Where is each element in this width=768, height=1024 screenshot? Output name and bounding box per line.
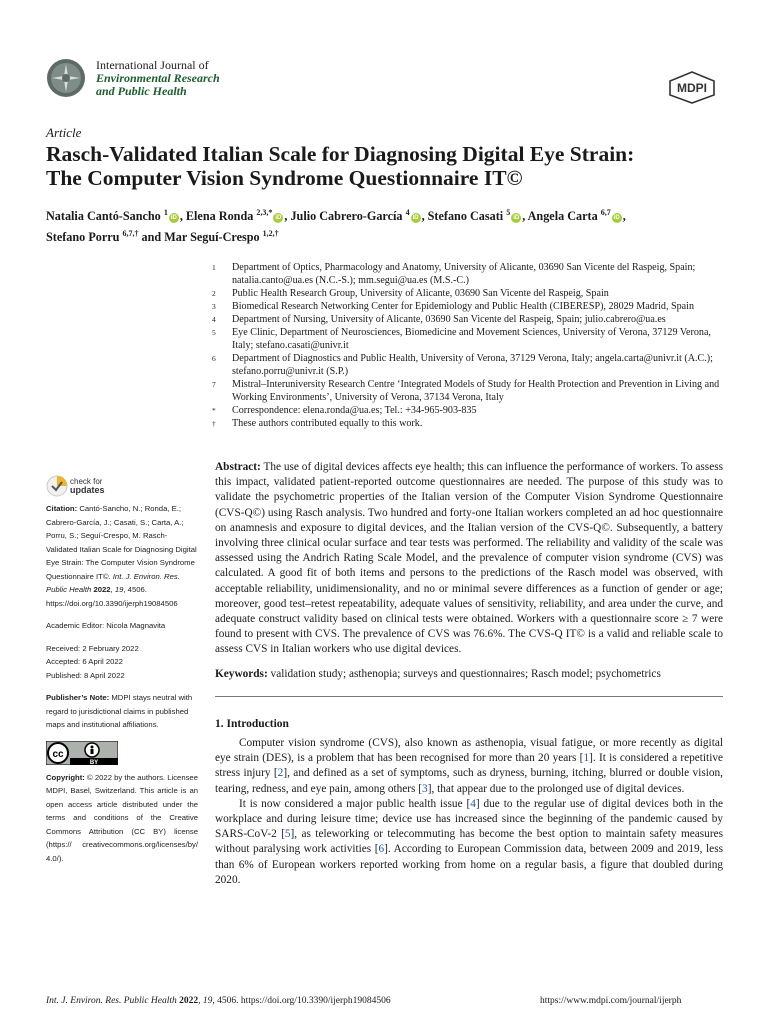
footer-volume: 19	[202, 996, 213, 1006]
title-line-2: The Computer Vision Syndrome Questionnaire IT©	[46, 166, 523, 190]
publisher-note-label: Publisher’s Note:	[46, 693, 110, 702]
orcid-icon[interactable]: iD	[275, 215, 282, 222]
orcid-icon[interactable]: iD	[170, 215, 177, 222]
citation-journal: Int. J. Environ. Res. Public Health	[46, 571, 180, 594]
received-date: Received: 2 February 2022	[46, 643, 139, 653]
footer-doi[interactable]: , 4506. https://doi.org/10.3390/ijerph19084506	[212, 996, 391, 1006]
affiliation-text: Biomedical Research Networking Center for Epidemiology and Public Health (CIBERESP), 28029 Madrid, Spain	[232, 301, 694, 312]
affiliation-marker: *	[212, 406, 216, 415]
journal-name-line3: and Public Health	[96, 84, 187, 98]
author-name: Angela Carta	[527, 209, 598, 224]
affiliation-text: These authors contributed equally to this work.	[232, 418, 423, 429]
affiliation-marker: †	[212, 419, 216, 428]
author-affiliation-marker: 5	[506, 208, 511, 217]
citation-rest[interactable]: , 4506. https://doi.org/10.3390/ijerph19084506	[46, 585, 178, 608]
copyright	[46, 771, 198, 866]
page-title	[46, 142, 736, 190]
footer-journal: Int. J. Environ. Res. Public Health	[46, 996, 177, 1006]
author	[186, 209, 284, 223]
section-heading-introduction: 1. Introduction	[215, 717, 289, 730]
keywords-text: validation study; asthenopia; surveys and questionnaires; Rasch model; psychometrics	[270, 667, 661, 680]
citation: Citation: Cantó-Sancho, N.; Ronda, E.; Cabrero-García, J.; Casati, S.; Carta, A.; Porru, S.; Seguí-Crespo, M. Rasch-Validated Italian Scale for Diagnosing Digital Eye Strain: The Computer Vision Syndrome Questionnaire IT©. Int. J. Environ. Res. Public Health 2022, 19, 4506. https://doi.org/10.3390/ijerph19084506	[46, 504, 197, 608]
copyright-label: Copyright:	[46, 772, 85, 782]
affiliation-item	[212, 417, 732, 430]
affiliation-text: Mistral–Interuniversity Research Centre ‘Integrated Models of Study for Health Protection and Prevention in Living and Working Environments’, University of Verona, 37134 Verona, Italy	[232, 379, 720, 403]
affiliation-item	[212, 352, 732, 378]
citation-link[interactable]: 6	[378, 843, 385, 856]
citation-link[interactable]: 2	[277, 767, 284, 780]
footer-url[interactable]: https://www.mdpi.com/journal/ijerph	[540, 996, 682, 1006]
citation-volume: 19	[114, 585, 124, 594]
publisher-note-text: MDPI stays neutral with regard to jurisdictional claims in published maps and institutional affiliations.	[46, 693, 193, 729]
footer-year: 2022	[179, 996, 199, 1006]
publisher-name: MDPI	[677, 81, 707, 95]
keywords	[215, 667, 723, 682]
check-for-updates[interactable]	[70, 477, 105, 495]
author-name: Stefano Porru	[46, 230, 120, 245]
cc-label: cc	[52, 748, 64, 760]
affiliation-text: Public Health Research Group, University of Alicante, 03690 San Vicente del Raspeig, Spain	[232, 288, 609, 299]
citation-link[interactable]: 1	[583, 752, 590, 765]
author-affiliation-marker: 2,3,*	[256, 208, 273, 217]
citation-link[interactable]: 5	[284, 828, 291, 841]
citation-link[interactable]: 4	[470, 797, 476, 810]
keywords-label: Keywords:	[215, 667, 268, 680]
author-list: Natalia Cantó-Sancho $^1$iD , Elena Ronda $^{2,3,*}$iD , Julio Cabrero-García $^4$iD , Stefano Casati $^5$iD , Angela Carta $^{6,7}$iD , Stefano Porru $^{6,7,\dagger}$ and Mar Seguí-Crespo $^{1,2,\dagger}$	[46, 208, 626, 245]
by-label: BY	[89, 759, 99, 765]
published-date: Published: 8 April 2022	[46, 670, 125, 680]
affiliation-text: Correspondence: elena.ronda@ua.es; Tel.: +34-965-903-835	[232, 405, 477, 416]
journal-name-line1: International Journal of	[96, 58, 209, 72]
affiliation-marker: 3	[212, 302, 216, 311]
cc-by-license-icon[interactable]	[46, 741, 118, 765]
affiliation-marker: 2	[212, 289, 216, 298]
intro-paragraph-2: It is now considered a major public health issue [4] due to the regular use of digital devices both in the workplace and during leisure time; device use has increased since the beginning of the pandemic caused by SARS-CoV-2 [5], as teleworking or telecommuting has become the best option to maintain safety measures without paralysing work activities [6]. According to European Commission data, between 2009 and 2019, less than 6% of European workers reported working from home on a regular basis, a figure that doubled during 2020.	[215, 797, 723, 886]
intro-paragraph-1: Computer vision syndrome (CVS), also known as asthenopia, visual fatigue, or more recently as digital eye strain (DES), is a problem that has been recognised for more than 20 years [1]. It is considered a repetitive stress injury [2], and defined as a set of symptoms, such as dryness, burning, itching, blurred or double vision, tearing, redness, and eye pain, among others [3], that appear due to the prolonged use of digital devices.	[215, 737, 723, 795]
affiliation-marker: 7	[212, 380, 216, 389]
article-type: Article	[46, 125, 82, 140]
author	[164, 230, 278, 244]
academic-editor: Academic Editor: Nicola Magnavita	[46, 621, 166, 630]
affiliation-item	[212, 404, 732, 417]
affiliation-item	[212, 326, 732, 352]
copyright-text: © 2022 by the authors. Licensee MDPI, Basel, Switzerland. This article is an open access article distributed under the terms and conditions of the Creative Commons Attribution (CC BY) license (https:// creativecommons.org/licenses/by/ 4.0/).	[46, 772, 198, 863]
author	[46, 230, 139, 244]
affiliation-text: Eye Clinic, Department of Neurosciences, Biomedicine and Movement Sciences, University of Verona, 37129 Verona, Italy; stefano.casati@univr.it	[232, 327, 711, 351]
author	[528, 209, 623, 223]
author-affiliation-marker: 6,7,†	[122, 229, 139, 239]
author-affiliation-marker: 4	[405, 208, 410, 217]
affiliation-marker: 1	[212, 263, 216, 272]
abstract-text: The use of digital devices affects eye health; this can influence the performance of workers. To assess this impact, validated patient-reported outcome questionnaires are needed. The purpose of this study was to validate the psychometric properties of the Italian version of the Computer Vision Syndrome Questionnaire (CVS-Q©) using Rasch analysis. Two hundred and forty-one Italian workers completed an ad hoc questionnaire on anamnesis and exposure to digital devices, and the Italian version of the CVS-Q©. Subsequently, a battery involving three clinical ocular surface and tear tests was performed. The reliability and validity of the scale was assessed using the Andrich Rating Scale Model, and the prevalence of computer vision syndrome (CVS) was calculated. A good fit of both items and persons to the predictions of the Rasch model was observed, with acceptable reliability, unidimensionality, and no or minimal severe differences as a function of gender or age; moreover, good test–retest repeatability, adequate values of sensitivity, reliability, and area under the curve, and adequate construct validity based on clinical tests were obtained. Workers with a questionnaire score ≥ 7 were found to present with CVS. The prevalence of CVS was 76.6%. The CVS-Q IT© is a valid and reliable scale to assess CVS in Italian workers who use digital devices.	[215, 461, 723, 656]
citation-text: Cantó-Sancho, N.; Ronda, E.; Cabrero-García, J.; Casati, S.; Carta, A.; Porru, S.; Seguí-Crespo, M. Rasch-Validated Italian Scale for Diagnosing Digital Eye Strain: The Computer Vision Syndrome Questionnaire IT©.	[46, 504, 197, 581]
accepted-date: Accepted: 6 April 2022	[46, 657, 123, 666]
author-affiliation-marker: 6,7	[600, 208, 611, 217]
check-for-updates-icon[interactable]	[46, 475, 68, 497]
affiliation-text: Department of Diagnostics and Public Health, University of Verona, 37129 Verona, Italy; angela.carta@univr.it (A.C.); stefano.porru@univr.it (S.P.)	[232, 353, 713, 377]
author	[46, 209, 180, 223]
citation-link[interactable]: 3	[422, 782, 428, 795]
citation-year: 2022	[93, 585, 111, 594]
affiliation-marker: 6	[212, 354, 216, 363]
orcid-icon[interactable]: iD	[613, 215, 620, 222]
check-line2: updates	[70, 485, 105, 495]
affiliation-item	[212, 378, 732, 404]
affiliation-item	[212, 300, 732, 313]
title-line-1: Rasch-Validated Italian Scale for Diagnosing Digital Eye Strain:	[46, 142, 635, 166]
abstract	[215, 460, 723, 658]
check-line1: check for	[70, 477, 103, 486]
author	[428, 209, 523, 223]
affiliation-text: Department of Nursing, University of Alicante, 03690 San Vicente del Raspeig, Spain; julio.cabrero@ua.es	[232, 314, 666, 325]
affiliation-marker: 4	[212, 315, 216, 324]
publisher-note	[46, 691, 198, 732]
main-column	[215, 460, 723, 888]
journal-name	[96, 59, 220, 98]
footer-citation: Int. J. Environ. Res. Public Health 2022, 19, 4506. https://doi.org/10.3390/ijerph19084506	[46, 996, 391, 1006]
affiliation-text: Department of Optics, Pharmacology and Anatomy, University of Alicante, 03690 San Vicente del Raspeig, Spain; natalia.canto@ua.es (N.C.-S.); mm.segui@ua.es (M.S.-C.)	[232, 262, 696, 286]
author-affiliation-marker: 1	[163, 208, 168, 217]
journal-name-line2: Environmental Research	[96, 71, 220, 85]
sidebar	[46, 502, 198, 874]
author-name: Julio Cabrero-García	[290, 209, 403, 224]
author-name: Stefano Casati	[427, 209, 504, 224]
author-name: Elena Ronda	[185, 209, 254, 224]
orcid-icon[interactable]: iD	[412, 215, 419, 222]
affiliation-item	[212, 287, 732, 300]
abstract-label: Abstract:	[215, 461, 261, 473]
citation-label: Citation:	[46, 504, 78, 513]
author-name: Natalia Cantó-Sancho	[46, 209, 161, 224]
affiliation-marker: 5	[212, 328, 216, 337]
affiliation-item	[212, 313, 732, 326]
author-name: Mar Seguí-Crespo	[164, 230, 260, 245]
mdpi-logo-icon	[664, 70, 720, 104]
divider	[215, 696, 723, 697]
author	[290, 209, 421, 223]
affiliation-list	[212, 261, 732, 430]
journal-logo-icon	[46, 58, 86, 98]
author-affiliation-marker: 1,2,†	[262, 229, 279, 239]
affiliation-item	[212, 261, 732, 287]
orcid-icon[interactable]: iD	[513, 215, 520, 222]
